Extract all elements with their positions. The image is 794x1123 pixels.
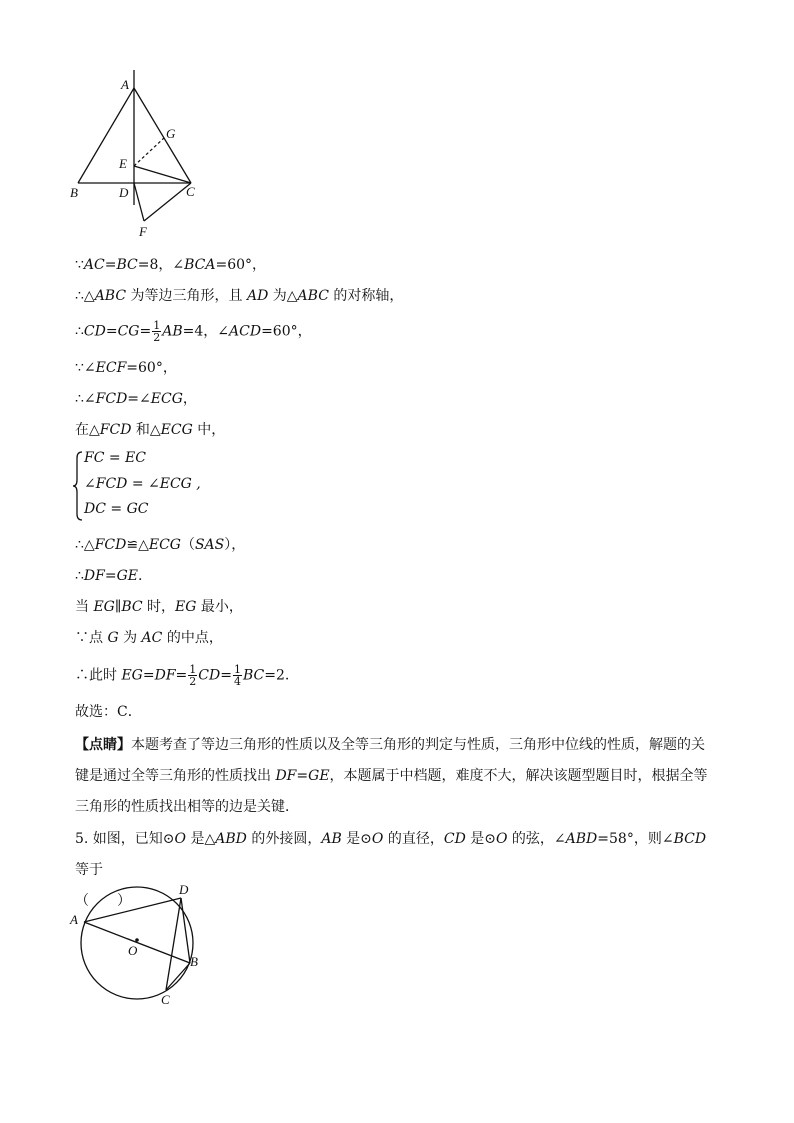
- text: 是⊙: [341, 831, 372, 847]
- text: 中，: [192, 422, 226, 438]
- fraction-numerator: 1: [233, 663, 241, 676]
- text: =60°，: [126, 360, 177, 376]
- text: 为等边三角形，且: [126, 288, 247, 304]
- text: ，: [182, 391, 197, 407]
- text: ∴: [75, 568, 84, 584]
- text: 为: [118, 630, 142, 646]
- text: =: [296, 768, 309, 784]
- text: AD: [246, 288, 269, 304]
- solution-line-11: [75, 664, 289, 687]
- triangle-figure: [60, 70, 220, 245]
- text: ∥: [114, 599, 122, 615]
- text: 本题考查了等边三角形的性质以及全等三角形的判定与性质，三角形中位线的性质，解题的关键是通过全等三角形的性质找出: [75, 737, 705, 784]
- solution-line-9: [75, 597, 243, 617]
- label-O: O: [128, 943, 138, 958]
- text: ECF: [95, 360, 127, 376]
- text: ECG: [160, 422, 193, 438]
- solution-line-2: [75, 286, 403, 306]
- text: 当: [75, 599, 94, 615]
- label-C: C: [186, 184, 195, 199]
- text: ≌△: [126, 537, 149, 553]
- text: =60°，: [261, 323, 312, 340]
- solution-line-8: [75, 566, 142, 586]
- text: CD: [83, 323, 106, 340]
- text: GE: [116, 568, 139, 584]
- text: ∵点: [75, 630, 108, 646]
- solution-line-6: [75, 420, 225, 440]
- text: EG: [121, 667, 143, 684]
- label-C: C: [161, 992, 170, 1007]
- text: DF: [154, 667, 176, 684]
- solution-line-7: [75, 535, 245, 555]
- left-brace: [72, 450, 84, 522]
- label-D: D: [119, 185, 129, 200]
- fraction-quarter: [233, 664, 242, 687]
- text: ∵: [75, 257, 84, 273]
- text: 的外接圆，: [246, 831, 322, 847]
- text: =: [142, 667, 155, 684]
- text: ∴△: [75, 537, 95, 553]
- solution-line-1: [75, 255, 266, 275]
- text: ABC: [297, 288, 329, 304]
- text: AC: [83, 257, 105, 273]
- text: =: [175, 667, 188, 684]
- text: 等于: [75, 862, 103, 878]
- label-A: A: [70, 912, 78, 927]
- text: O: [371, 831, 384, 847]
- text: DF: [275, 768, 297, 784]
- text: 的弦，∠: [507, 831, 566, 847]
- text: =: [139, 323, 152, 340]
- text: =2.: [264, 667, 290, 684]
- text: .: [138, 568, 143, 584]
- text: 和△: [131, 422, 161, 438]
- text: =: [220, 667, 232, 684]
- fraction-denominator: 4: [233, 675, 241, 688]
- text: 的中点，: [162, 630, 223, 646]
- text: BC: [116, 257, 138, 273]
- label-F: F: [139, 224, 147, 239]
- fraction-half: [188, 664, 197, 687]
- text: BCA: [184, 257, 216, 273]
- text: FCD: [95, 391, 128, 407]
- text: 在△: [75, 422, 100, 438]
- fraction-numerator: 1: [189, 663, 197, 676]
- text: =8，∠: [137, 257, 185, 273]
- label-E: E: [119, 156, 127, 171]
- text: AC: [141, 630, 163, 646]
- text: =60°，: [215, 257, 267, 273]
- text: ABD: [215, 831, 247, 847]
- text: BCD: [673, 831, 707, 847]
- text: ∴: [75, 323, 84, 340]
- label-D: D: [179, 882, 189, 897]
- comment-paragraph: [75, 730, 715, 823]
- text: 为△: [268, 288, 298, 304]
- text: 的直径，: [383, 831, 444, 847]
- text: ），: [224, 537, 246, 553]
- fraction-half: [152, 320, 161, 343]
- text: ECG: [148, 537, 181, 553]
- text: ECG: [150, 391, 183, 407]
- text: 最小，: [196, 599, 243, 615]
- text: DF: [83, 568, 105, 584]
- answer-paren: （ ）: [75, 893, 131, 909]
- text: =: [105, 323, 118, 340]
- text: CG: [117, 323, 140, 340]
- label-B: B: [70, 185, 78, 200]
- text: AB: [162, 323, 183, 340]
- text: G: [107, 630, 119, 646]
- label-B: B: [190, 954, 198, 969]
- text: EG: [175, 599, 197, 615]
- text: GE: [308, 768, 330, 784]
- solution-line-4: [75, 358, 177, 378]
- solution-line-5: [75, 389, 197, 409]
- text: ABD: [565, 831, 598, 847]
- circle-figure: [66, 880, 206, 1010]
- text: =4，∠: [182, 323, 230, 340]
- equation-row-3: DC = GC: [84, 501, 149, 517]
- fraction-denominator: 2: [189, 675, 197, 688]
- text: ，本题属于中档题，难度不大，解决该题型题目时，根据全等三角形的性质找出相等的边是关键．: [75, 768, 708, 815]
- text: 是⊙: [465, 831, 496, 847]
- text: FCD: [94, 537, 127, 553]
- text: ∴△: [75, 288, 95, 304]
- solution-line-10: [75, 628, 223, 648]
- fraction-numerator: 1: [153, 319, 161, 332]
- solution-line-3: [75, 320, 312, 343]
- answer-line: 故选：C．: [75, 704, 142, 720]
- text: =: [104, 257, 117, 273]
- text: O: [174, 831, 187, 847]
- text: =∠: [127, 391, 151, 407]
- text: ∵∠: [75, 360, 96, 376]
- text: ∴此时: [75, 667, 122, 684]
- equation-row-1: FC = EC: [84, 450, 146, 466]
- text: EG: [93, 599, 115, 615]
- label-A: A: [121, 77, 129, 92]
- text: CD: [443, 831, 466, 847]
- text: ABC: [94, 288, 127, 304]
- text: （: [180, 537, 195, 553]
- equation-row-2: ∠FCD = ∠ECG ,: [84, 476, 201, 492]
- text: 时，: [142, 599, 176, 615]
- text: BC: [121, 599, 143, 615]
- comment-tag: 【点睛】: [75, 737, 131, 753]
- fraction-denominator: 2: [153, 331, 161, 344]
- text: 5. 如图，已知⊙: [75, 831, 175, 847]
- text: =58°，则∠: [597, 831, 674, 847]
- text: 是△: [186, 831, 216, 847]
- text: ∴∠: [75, 391, 96, 407]
- label-G: G: [166, 126, 176, 141]
- text: AB: [321, 831, 342, 847]
- text: =: [104, 568, 117, 584]
- text: 的对称轴，: [328, 288, 404, 304]
- text: BC: [242, 667, 265, 684]
- text: FCD: [99, 422, 132, 438]
- text: SAS: [194, 537, 225, 553]
- text: ACD: [229, 323, 262, 340]
- text: O: [495, 831, 508, 847]
- text: CD: [198, 667, 221, 684]
